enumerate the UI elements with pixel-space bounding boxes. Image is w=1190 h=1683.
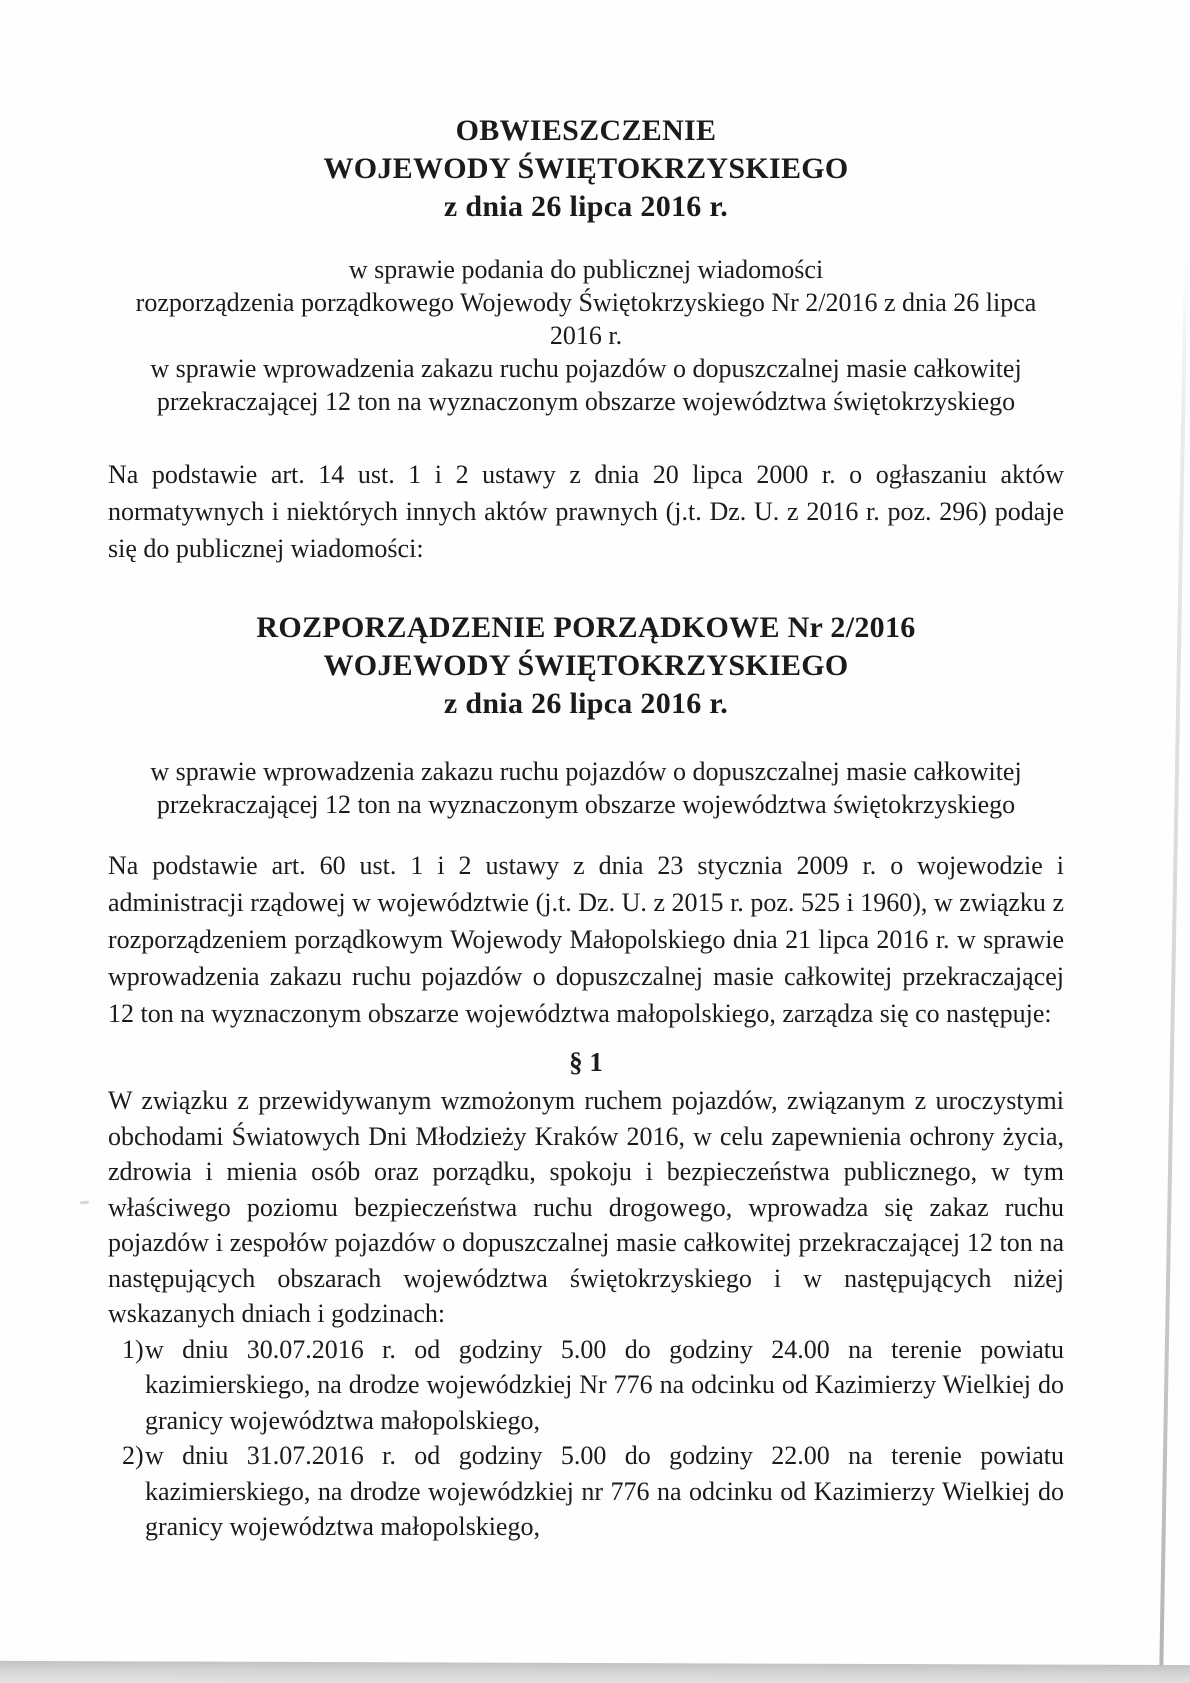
regulation-title-line3: z dnia 26 lipca 2016 r. bbox=[443, 687, 729, 720]
list-item bbox=[108, 1438, 1064, 1545]
regulation-subject-line1: w sprawie wprowadzenia zakazu ruchu pojazdów o dopuszczalnej masie całkowitej bbox=[150, 757, 1022, 786]
scan-speck-artifact bbox=[80, 1200, 89, 1204]
notice-title-line2: WOJEWODY ŚWIĘTOKRZYSKIEGO bbox=[323, 152, 849, 185]
regulation-subject-line2: przekraczającej 12 ton na wyznaczonym obszarze województwa świętokrzyskiego bbox=[156, 790, 1016, 819]
section-1-item-list bbox=[108, 1332, 1064, 1545]
scanner-bottom-edge bbox=[0, 1661, 1190, 1683]
regulation-subject bbox=[108, 755, 1064, 821]
document-content bbox=[108, 112, 1064, 1545]
notice-subject bbox=[108, 253, 1064, 418]
regulation-title bbox=[108, 609, 1064, 723]
list-item-1-marker: 1) bbox=[122, 1334, 144, 1364]
notice-title-line1: OBWIESZCZENIE bbox=[455, 114, 717, 147]
notice-subject-line3: w sprawie wprowadzenia zakazu ruchu pojazdów o dopuszczalnej masie całkowitej bbox=[150, 354, 1022, 383]
notice-subject-line4: przekraczającej 12 ton na wyznaczonym obszarze województwa świętokrzyskiego bbox=[156, 387, 1016, 416]
notice-legal-basis-paragraph: Na podstawie art. 14 ust. 1 i 2 ustawy z dnia 20 lipca 2000 r. o ogłaszaniu aktów normatywnych i niektórych innych aktów prawnych (j.t. Dz. U. z 2016 r. poz. 296) podaje się do publicznej wiadomości: bbox=[108, 460, 1064, 563]
notice-subject-line2: rozporządzenia porządkowego Wojewody Świętokrzyskiego Nr 2/2016 z dnia 26 lipca 2016 r. bbox=[135, 288, 1037, 350]
list-item-2-marker: 2) bbox=[122, 1441, 144, 1470]
section-1-heading: § 1 bbox=[569, 1047, 603, 1077]
notice-title-line3: z dnia 26 lipca 2016 r. bbox=[443, 190, 729, 223]
notice-subject-line1: w sprawie podania do publicznej wiadomości bbox=[348, 255, 824, 284]
page-right-edge-shadow bbox=[1159, 252, 1188, 1680]
regulation-title-line1: ROZPORZĄDZENIE PORZĄDKOWE Nr 2/2016 bbox=[256, 611, 916, 644]
list-item-1-text: w dniu 30.07.2016 r. od godziny 5.00 do godziny 24.00 na terenie powiatu kazimierskiego, na drodze wojewódzkiej Nr 776 na odcinku od Kazimierzy Wielkiej do granicy województwa małopolskiego, bbox=[145, 1334, 1064, 1435]
regulation-title-line2: WOJEWODY ŚWIĘTOKRZYSKIEGO bbox=[323, 649, 849, 682]
notice-title bbox=[108, 112, 1064, 226]
regulation-legal-basis-paragraph: Na podstawie art. 60 ust. 1 i 2 ustawy z dnia 23 stycznia 2009 r. o wojewodzie i administracji rządowej w województwie (j.t. Dz. U. z 2015 r. poz. 525 i 1960), w związku z rozporządzeniem porządkowym Wojewody Małopolskiego dnia 21 lipca 2016 r. w sprawie wprowadzenia zakazu ruchu pojazdów o dopuszczalnej masie całkowitej przekraczającej 12 ton na wyznaczonym obszarze województwa małopolskiego, zarządza się co następuje: bbox=[108, 851, 1064, 1028]
list-item-2-text: w dniu 31.07.2016 r. od godziny 5.00 do godziny 22.00 na terenie powiatu kazimierskiego, na drodze wojewódzkiej nr 776 na odcinku od Kazimierzy Wielkiej do granicy województwa małopolskiego, bbox=[145, 1441, 1064, 1541]
list-item bbox=[108, 1332, 1064, 1439]
section-1-body-paragraph: W związku z przewidywanym wzmożonym ruchem pojazdów, związanym z uroczystymi obchodami Światowych Dni Młodzieży Kraków 2016, w celu zapewnienia ochrony życia, zdrowia i mienia osób oraz porządku, spokoju i bezpieczeństwa publicznego, w tym właściwego poziomu bezpieczeństwa ruchu drogowego, wprowadza się zakaz ruchu pojazdów i zespołów pojazdów o dopuszczalnej masie całkowitej przekraczającej 12 ton na następujących obszarach województwa świętokrzyskiego i w następujących niżej wskazanych dniach i godzinach: bbox=[108, 1086, 1064, 1328]
